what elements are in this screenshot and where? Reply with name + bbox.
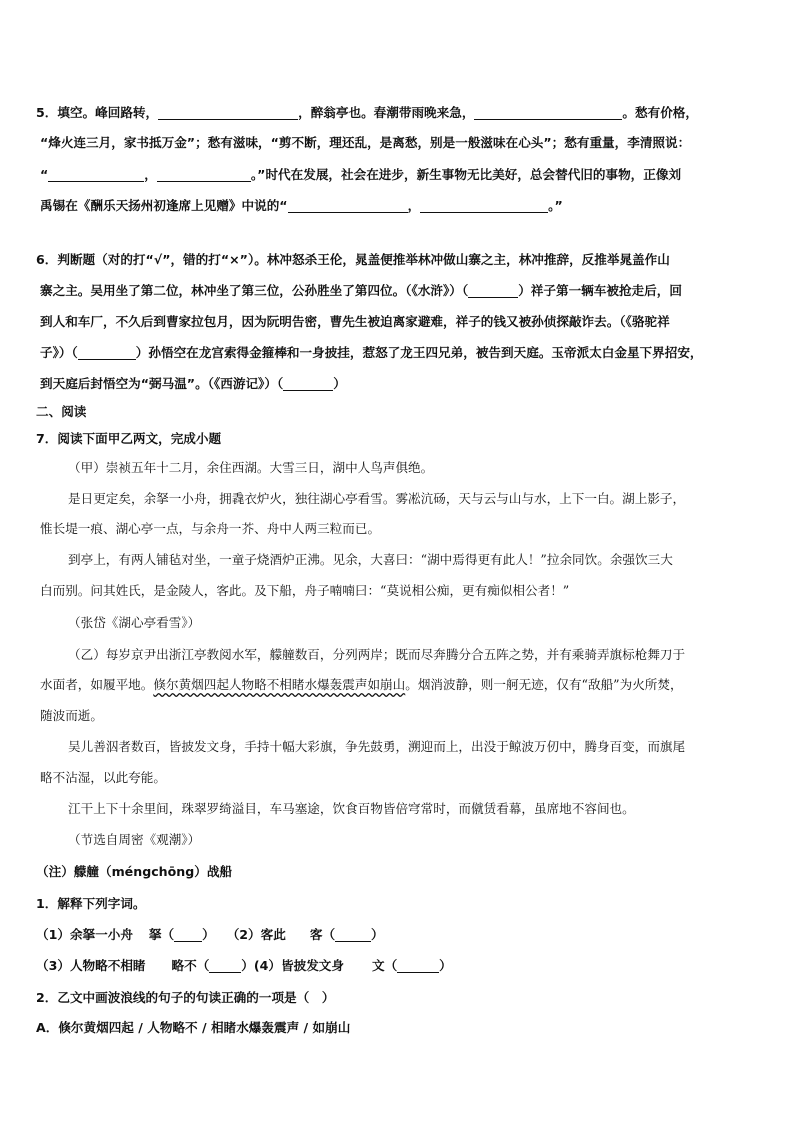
q6-text: ）祥子第一辆车被抢走后，回 [518, 283, 682, 298]
passage-b-line: 随波而逝。 [40, 708, 103, 723]
subq-text: 拏（ [148, 927, 175, 942]
subq-text: 客（ [309, 927, 336, 942]
passage-a-line: 是日更定矣，余拏一小舟，拥毳衣炉火，独往湖心亭看雪。雾凇沆砀，天与云与山与水，上下一白。湖上影子， [68, 491, 686, 506]
passage-b-line [40, 676, 683, 694]
passage-a-line: 白而别。问其姓氏，是金陵人，客此。及下船，舟子喃喃曰：“莫说相公痴，更有痴似相公者！” [40, 583, 570, 598]
subq2-title: 2．乙文中画波浪线的句子的句读正确的一项是（ ） [36, 990, 335, 1005]
passage-a-line: 惟长堤一痕、湖心亭一点，与余舟一芥、舟中人两三粒而已。 [40, 521, 381, 536]
q5-line-2: “烽火连三月，家书抵万金”；愁有滋味，“剪不断，理还乱，是离愁，别是一般滋味在心头”；愁有重量，李清照说： [40, 135, 691, 150]
answer-blank[interactable] [474, 106, 622, 120]
q5-text: 5．填空。峰回路转， [36, 105, 159, 120]
passage-b-line: （乙）每岁京尹出浙江亭教阅水军，艨艟数百，分列两岸；既而尽奔腾分合五阵之势，并有乘骑弄旗标枪舞刀于 [68, 647, 686, 662]
q5-line-3 [40, 166, 681, 184]
annotation-note: （注）艨艟（méngchōng）战船 [36, 864, 233, 879]
q6-line-2 [40, 282, 682, 300]
answer-blank[interactable] [283, 377, 333, 391]
passage-b-source: （节选自周密《观潮》） [68, 832, 201, 847]
subq-text: ） [371, 927, 384, 942]
passage-a-line: （甲）崇祯五年十二月，余住西湖。大雪三日，湖中人鸟声俱绝。 [68, 460, 434, 475]
q5-line-4 [40, 197, 563, 215]
answer-blank[interactable] [158, 106, 298, 120]
q5-text: 。” [548, 198, 563, 213]
q6-text: 子》）（ [40, 345, 78, 360]
passage-b-line: 江干上下十余里间，珠翠罗绮溢目，车马塞途，饮食百物皆倍穹常时，而僦赁看幕，虽席地不容间也。 [68, 801, 635, 816]
subq-text: ） [439, 958, 452, 973]
subq1-row-2 [36, 957, 452, 975]
q6-line-3: 到人和车厂，不久后到曹家拉包月，因为阮明告密，曹先生被迫离家避难，祥子的钱又被孙侦探敲诈去。（《骆驼祥 [40, 314, 670, 329]
q5-text: ， [407, 198, 421, 213]
subq1-row-1 [36, 926, 384, 944]
answer-blank[interactable] [420, 199, 548, 213]
q6-line-5 [40, 375, 346, 393]
answer-blank[interactable] [48, 168, 144, 182]
passage-b-line: 吴儿善泅者数百，皆披发文身，手持十幅大彩旗，争先鼓勇，溯迎而上，出没于鲸波万仞中，腾身百变，而旗尾 [68, 739, 686, 754]
q6-line-1: 6．判断题（对的打“√”，错的打“×”）。林冲怒杀王伦，晁盖便推举林冲做山寨之主，林冲推辞，反推举晁盖作山 [36, 252, 670, 267]
q5-text: 禹锡在《酬乐天扬州初逢席上见赠》中说的“ [40, 198, 288, 213]
q6-text: ）孙悟空在龙宫索得金箍棒和一身披挂，惹怒了龙王四兄弟，被告到天庭。玉帝派太白金星下界招安， [135, 345, 703, 360]
answer-blank[interactable] [397, 959, 439, 973]
answer-blank[interactable] [78, 346, 136, 360]
q6-text: 到天庭后封悟空为“弼马温”。（《西游记》）（ [40, 376, 284, 391]
subq-text: ） [202, 927, 215, 942]
q6-line-4 [40, 344, 703, 362]
passage-a-line: 到亭上，有两人铺毡对坐，一童子烧酒炉正沸。见余，大喜曰：“湖中焉得更有此人！”拉余同饮。余强饮三大 [68, 552, 673, 567]
passage-b-line: 略不沾湿，以此夸能。 [40, 770, 166, 785]
q5-text: ，醉翁亭也。春潮带雨晚来急， [298, 105, 475, 120]
subq-text: （2）客此 [226, 927, 286, 942]
subq-text: （1）余拏一小舟 [36, 927, 133, 942]
q7-title: 7．阅读下面甲乙两文，完成小题 [36, 431, 222, 446]
q5-text: 。”时代在发展，社会在进步，新生事物无比美好，总会替代旧的事物，正像刘 [250, 167, 682, 182]
q6-text: ） [333, 376, 346, 391]
q6-text: 寨之主。吴用坐了第二位，林冲坐了第三位，公孙胜坐了第四位。（《水浒》）（ [40, 283, 469, 298]
section-heading: 二、阅读 [36, 404, 87, 419]
passage-text: 水面者，如履平地。 [40, 677, 154, 692]
passage-a-source: （张岱《湖心亭看雪》） [68, 615, 201, 630]
q5-text: 。愁有价格， [622, 105, 698, 120]
passage-text: 。烟消波静，则一舸无迹，仅有“敌船”为火所焚， [405, 677, 683, 692]
wavy-underlined-sentence: 倏尔黄烟四起人物略不相睹水爆轰震声如崩山 [153, 677, 406, 692]
subq1-title: 1．解释下列字词。 [36, 896, 146, 911]
subq-text: （3）人物略不相睹 [36, 958, 146, 973]
subq-text: 文（ [371, 958, 398, 973]
answer-blank[interactable] [288, 199, 408, 213]
answer-blank[interactable] [335, 928, 371, 942]
subq-text: ）(4）皆披发文身 [241, 958, 344, 973]
q5-line-1 [36, 104, 698, 122]
option-a[interactable]: A．倏尔黄烟四起 / 人物略不 / 相睹水爆轰震声 / 如崩山 [36, 1020, 351, 1035]
answer-blank[interactable] [209, 959, 241, 973]
answer-blank[interactable] [468, 284, 518, 298]
answer-blank[interactable] [157, 168, 251, 182]
subq-text: 略不（ [171, 958, 210, 973]
q5-text: “ [40, 167, 49, 182]
answer-blank[interactable] [174, 928, 202, 942]
q5-text: ， [144, 167, 157, 182]
